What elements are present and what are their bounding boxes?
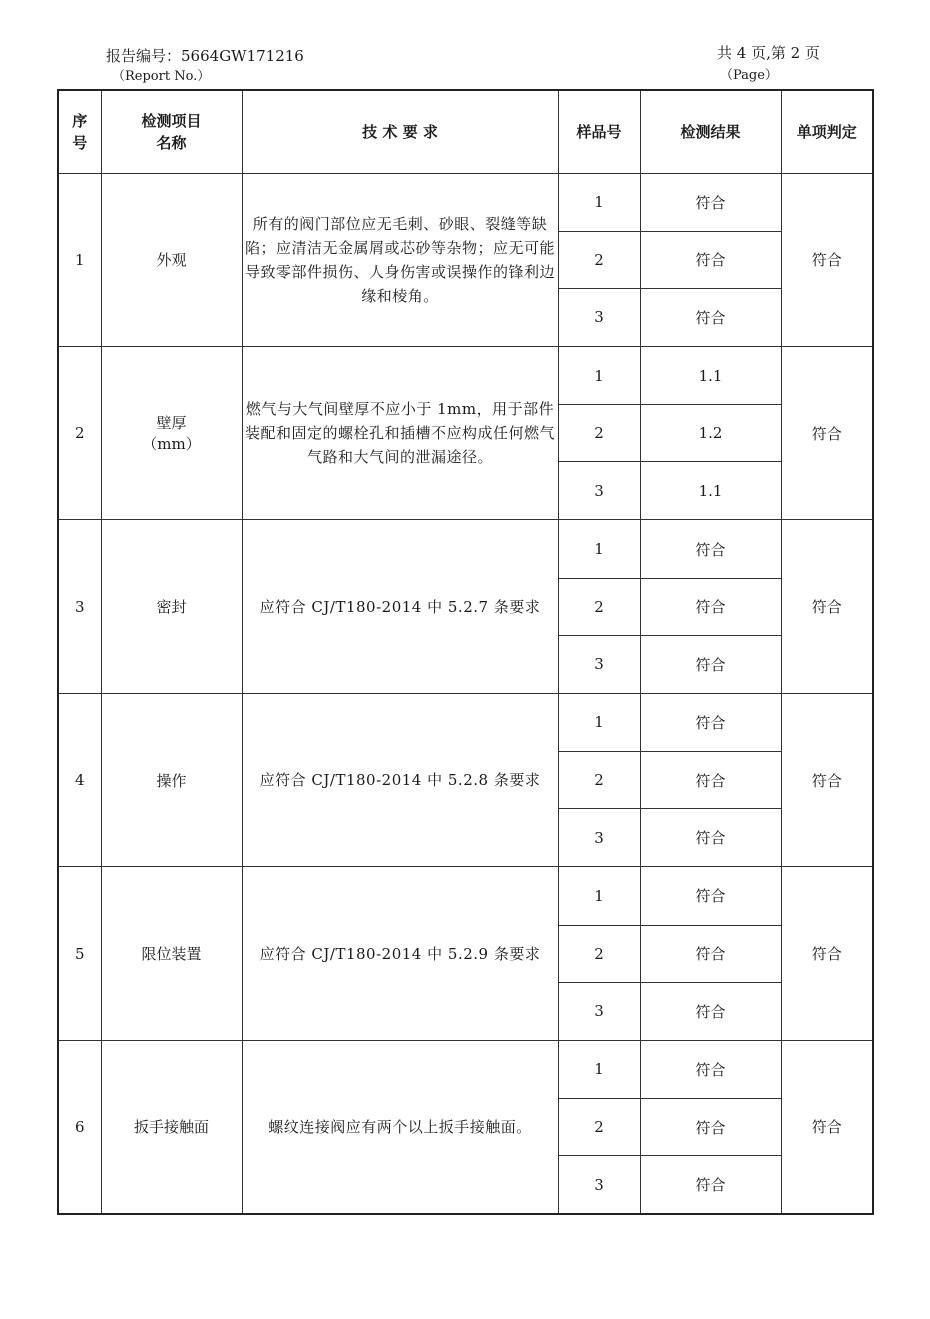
row-sample-no: 2 (558, 925, 640, 982)
row-requirement: 燃气与大气间壁厚不应小于 1mm，用于部件装配和固定的螺栓孔和插槽不应构成任何燃气气路和大气间的泄漏途径。 (242, 346, 558, 519)
report-number (106, 47, 304, 65)
report-number-en-label: （Report No.） (112, 69, 211, 84)
row-item-name: 壁厚 （mm） (101, 346, 242, 519)
row-judgement: 符合 (781, 173, 873, 346)
row-item-name: 密封 (101, 520, 242, 693)
row-sample-no: 1 (558, 346, 640, 404)
report-number-label: 报告编号： (106, 47, 182, 65)
row-result: 1.2 (640, 405, 781, 462)
row-result: 符合 (640, 520, 781, 578)
row-sample-no: 1 (558, 867, 640, 925)
row-sample-no: 3 (558, 809, 640, 867)
row-item-name: 扳手接触面 (101, 1040, 242, 1214)
row-result: 符合 (640, 173, 781, 231)
row-seq: 4 (58, 693, 101, 866)
row-judgement: 符合 (781, 867, 873, 1040)
table-row (58, 693, 873, 751)
row-judgement: 符合 (781, 520, 873, 693)
row-item-name: 操作 (101, 693, 242, 866)
report-number-value: 5664GW171216 (181, 47, 304, 65)
row-result: 符合 (640, 1040, 781, 1098)
row-result: 符合 (640, 925, 781, 982)
row-requirement: 应符合 CJ/T180-2014 中 5.2.8 条要求 (242, 693, 558, 866)
row-sample-no: 2 (558, 578, 640, 635)
row-requirement: 所有的阀门部位应无毛刺、砂眼、裂缝等缺陷；应清洁无金属屑或芯砂等杂物；应无可能导致零部件损伤、人身伤害或误操作的锋利边缘和棱角。 (242, 173, 558, 346)
row-sample-no: 1 (558, 693, 640, 751)
row-sample-no: 3 (558, 288, 640, 346)
row-sample-no: 2 (558, 1099, 640, 1156)
row-requirement: 应符合 CJ/T180-2014 中 5.2.9 条要求 (242, 867, 558, 1040)
row-result: 符合 (640, 1156, 781, 1214)
row-result: 符合 (640, 231, 781, 288)
row-result: 符合 (640, 693, 781, 751)
table-row (58, 173, 873, 231)
inspection-table (57, 89, 874, 1215)
row-result: 符合 (640, 752, 781, 809)
table-row (58, 867, 873, 925)
row-sample-no: 1 (558, 173, 640, 231)
row-requirement: 螺纹连接阀应有两个以上扳手接触面。 (242, 1040, 558, 1214)
row-sample-no: 2 (558, 231, 640, 288)
row-sample-no: 1 (558, 1040, 640, 1098)
row-item-name: 限位装置 (101, 867, 242, 1040)
header-result: 检测结果 (640, 90, 781, 173)
row-judgement: 符合 (781, 1040, 873, 1214)
row-item-name: 外观 (101, 173, 242, 346)
row-sample-no: 1 (558, 520, 640, 578)
row-sample-no: 3 (558, 1156, 640, 1214)
row-result: 符合 (640, 288, 781, 346)
row-result: 符合 (640, 1099, 781, 1156)
row-sample-no: 2 (558, 752, 640, 809)
header-seq: 序 号 (58, 90, 101, 173)
row-result: 1.1 (640, 346, 781, 404)
row-judgement: 符合 (781, 346, 873, 519)
row-result: 符合 (640, 809, 781, 867)
row-seq: 6 (58, 1040, 101, 1214)
table-row (58, 520, 873, 578)
row-seq: 1 (58, 173, 101, 346)
header-sample-no: 样品号 (558, 90, 640, 173)
row-sample-no: 3 (558, 462, 640, 520)
row-result: 符合 (640, 867, 781, 925)
table-header-row (58, 90, 873, 173)
table-row (58, 1040, 873, 1098)
row-result: 符合 (640, 578, 781, 635)
page-en-label: （Page） (720, 68, 778, 83)
row-sample-no: 3 (558, 982, 640, 1040)
row-seq: 5 (58, 867, 101, 1040)
row-judgement: 符合 (781, 693, 873, 866)
row-seq: 2 (58, 346, 101, 519)
table-row (58, 346, 873, 404)
row-requirement: 应符合 CJ/T180-2014 中 5.2.7 条要求 (242, 520, 558, 693)
row-sample-no: 3 (558, 635, 640, 693)
row-result: 符合 (640, 635, 781, 693)
row-result: 符合 (640, 982, 781, 1040)
row-result: 1.1 (640, 462, 781, 520)
header-requirement: 技 术 要 求 (242, 90, 558, 173)
page-info: 共 4 页,第 2 页 (717, 44, 820, 62)
header-judgement: 单项判定 (781, 90, 873, 173)
header-item-name: 检测项目 名称 (101, 90, 242, 173)
row-seq: 3 (58, 520, 101, 693)
row-sample-no: 2 (558, 405, 640, 462)
